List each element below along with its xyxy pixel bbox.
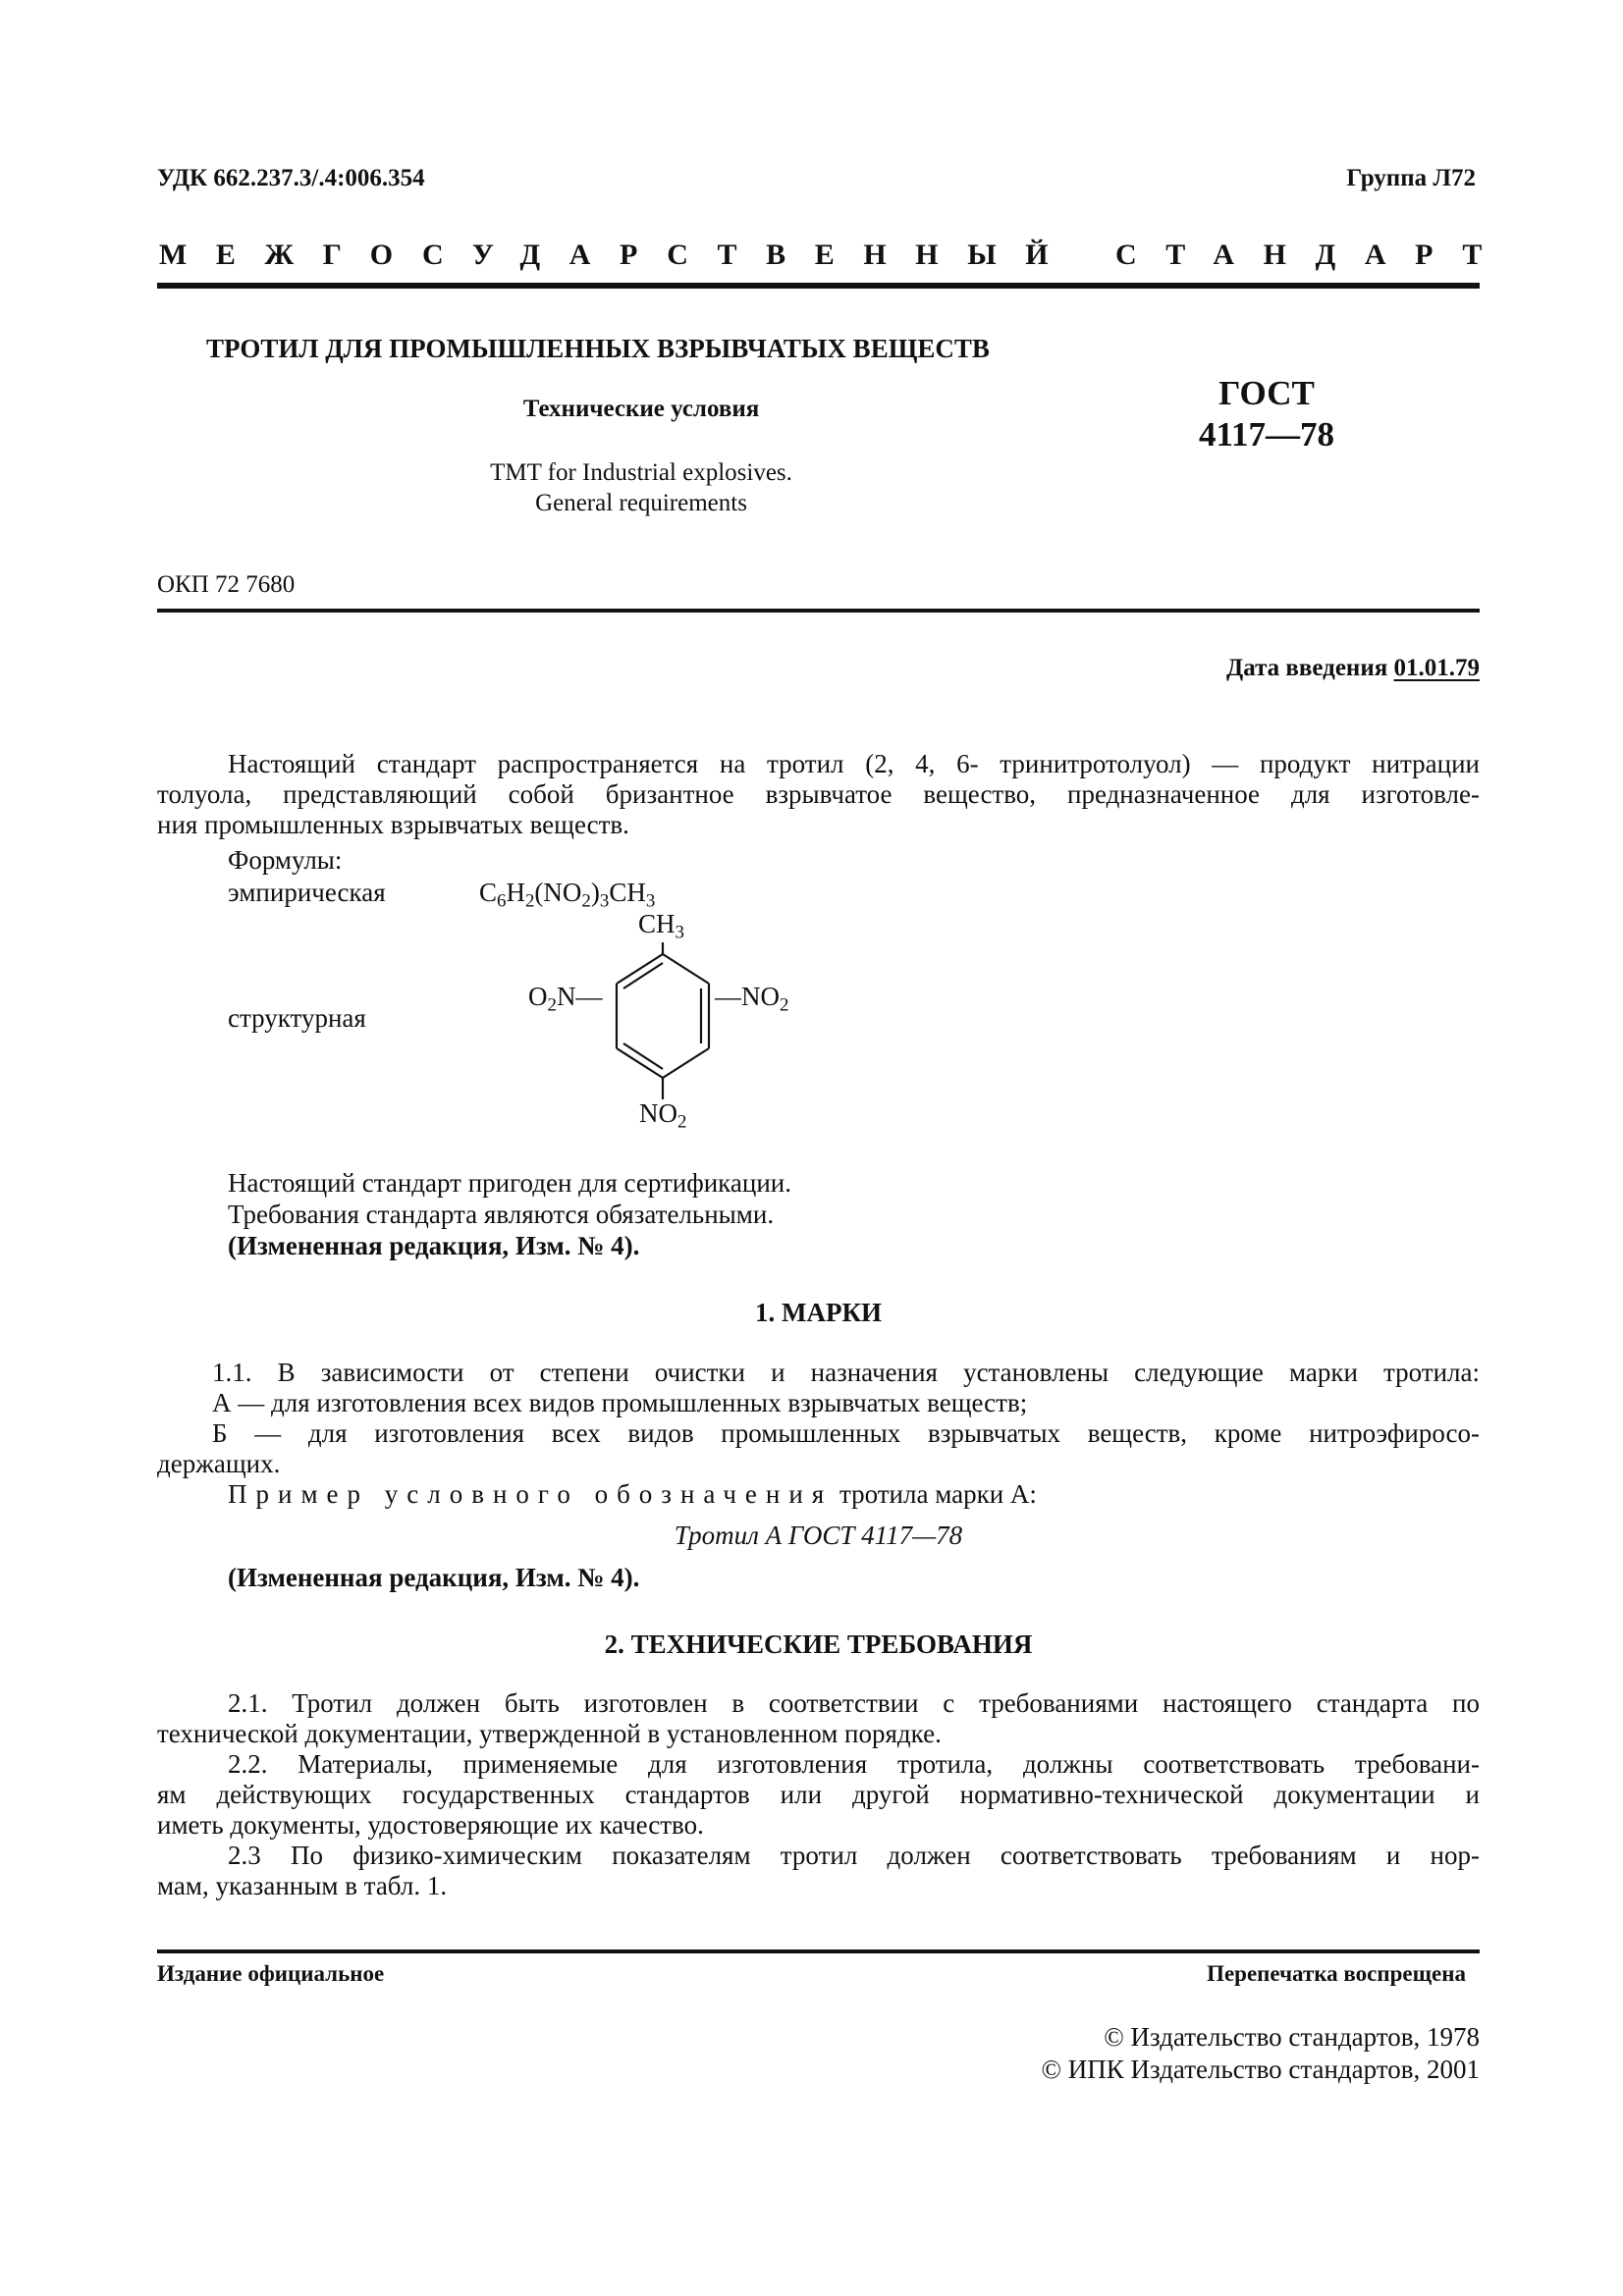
bottom-nitro-no: NO xyxy=(639,1098,677,1128)
clause-2-1-line1: 2.1. Тротил должен быть изготовлен в соответствии с требованиями настоящего стандарта по xyxy=(228,1688,1480,1718)
grade-b-line1: Б — для изготовления всех видов промышленных взрывчатых веществ, кроме нитроэфиросо- xyxy=(212,1418,1480,1448)
amendment-note-1: (Измененная редакция, Изм. № 4). xyxy=(228,1231,640,1260)
structural-label: структурная xyxy=(228,1003,366,1033)
grade-a: А — для изготовления всех видов промышленных взрывчатых веществ; xyxy=(212,1388,1028,1417)
certification-note: Настоящий стандарт пригоден для сертификации. xyxy=(228,1168,791,1198)
right-nitro-no: —NO xyxy=(715,982,780,1011)
english-title xyxy=(295,457,988,518)
group-code: Группа Л72 xyxy=(1346,165,1476,191)
copyright-1978: © Издательство стандартов, 1978 xyxy=(1104,2022,1480,2052)
gost-number: 4117—78 xyxy=(1198,415,1335,454)
title-bottom-rule xyxy=(157,609,1480,613)
effective-date-label: Дата введения xyxy=(1226,655,1388,681)
clause-2-2-line1: 2.2. Материалы, применяемые для изготовления тротила, должны соответствовать требовани- xyxy=(228,1749,1480,1779)
empirical-label: эмпирическая xyxy=(228,878,386,907)
effective-date xyxy=(1226,655,1480,682)
copyright-2001: © ИПК Издательство стандартов, 2001 xyxy=(1041,2055,1480,2084)
formulas-label: Формулы: xyxy=(228,845,343,875)
okp-code: ОКП 72 7680 xyxy=(157,571,296,598)
left-nitro-sub: 2 xyxy=(547,994,557,1016)
clause-2-3-line2: мам, указанным в табл. 1. xyxy=(157,1871,448,1900)
section1-heading: 1. МАРКИ xyxy=(754,1298,883,1327)
intro-line1: Настоящий стандарт распространяется на тротил (2, 4, 6- тринитротолуол) — продукт нитрации xyxy=(228,749,1480,778)
clause-2-2-line2: ям действующих государственных стандартов или другой нормативно-технической документации и xyxy=(157,1780,1480,1809)
left-nitro-n: N— xyxy=(556,982,603,1011)
ch3-sub: 3 xyxy=(675,922,684,943)
intro-line3: ния промышленных взрывчатых веществ. xyxy=(157,810,629,839)
section2-heading: 2. ТЕХНИЧЕСКИЕ ТРЕБОВАНИЯ xyxy=(604,1629,1033,1659)
ch3-main: CH xyxy=(638,909,676,938)
amendment-note-2: (Измененная редакция, Изм. № 4). xyxy=(228,1563,640,1592)
document-subtitle: Технические условия xyxy=(522,396,760,422)
clause-2-3-line1: 2.3 По физико-химическим показателям тротил должен соответствовать требованиям и нор- xyxy=(228,1841,1480,1870)
footer-rule xyxy=(157,1949,1480,1953)
section1-body xyxy=(157,1358,1480,1510)
ring-bond-bottom-right xyxy=(663,1048,709,1078)
section2-body xyxy=(157,1688,1480,1901)
reprint-prohibited: Перепечатка воспрещена xyxy=(1207,1961,1466,1986)
document-title: ТРОТИЛ ДЛЯ ПРОМЫШЛЕННЫХ ВЗРЫВЧАТЫХ ВЕЩЕСТВ xyxy=(206,334,990,363)
left-nitro-o: O xyxy=(528,982,548,1011)
banner-right-word: СТАНДАРТ xyxy=(1115,239,1511,271)
designation-example-spaced: Пример условного обозначения xyxy=(228,1479,834,1509)
clause-1-1: 1.1. В зависимости от степени очистки и назначения установлены следующие марки тротила: xyxy=(212,1358,1480,1387)
effective-date-value: 01.01.79 xyxy=(1393,655,1480,681)
gost-label: ГОСТ xyxy=(1218,374,1315,412)
gost-designation xyxy=(1159,373,1375,455)
clause-2-2-line3: иметь документы, удостоверяющие их качество. xyxy=(157,1810,704,1840)
empirical-formula: $C_6H_2(NO_2)_3CH_3$ xyxy=(479,878,656,912)
mandatory-note: Требования стандарта являются обязательными. xyxy=(228,1200,775,1229)
clause-2-1-line2: технической документации, утвержденной в установленном порядке. xyxy=(157,1719,942,1748)
bottom-nitro-sub: 2 xyxy=(677,1111,687,1133)
official-edition: Издание официальное xyxy=(157,1961,385,1986)
english-title-line1: TMT for Industrial explosives. xyxy=(490,459,792,486)
designation-example-rest: тротила марки А: xyxy=(839,1479,1037,1509)
designation-example-formula: Тротил А ГОСТ 4117—78 xyxy=(674,1521,963,1550)
banner-left-word: МЕЖГОСУДАРСТВЕННЫЙ xyxy=(159,239,1078,271)
udk-code: УДК 662.237.3/.4:006.354 xyxy=(157,165,425,191)
english-title-line2: General requirements xyxy=(535,490,747,516)
grade-b-line2: держащих. xyxy=(157,1449,281,1478)
banner-rule xyxy=(157,283,1480,289)
ring-bond-top-right xyxy=(663,954,709,984)
intro-paragraph xyxy=(157,749,1480,840)
right-nitro-sub: 2 xyxy=(780,994,789,1016)
benzene-ring-diagram xyxy=(589,933,746,1109)
designation-example xyxy=(157,1479,1480,1510)
intro-line2: толуола, представляющий собой бризантное взрывчатое вещество, предназначенное для изготовле- xyxy=(157,779,1480,809)
